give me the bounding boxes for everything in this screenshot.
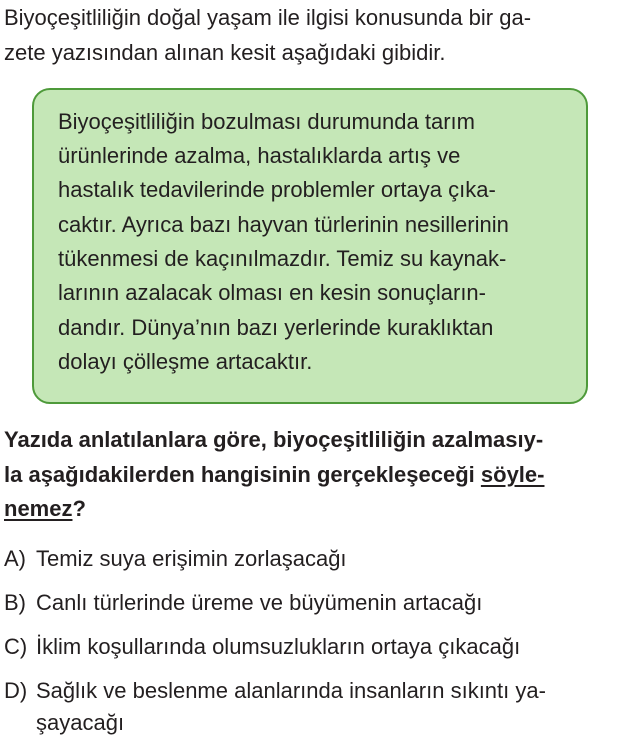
option-letter: C)	[4, 634, 28, 659]
underlined-word: söyle-	[480, 462, 545, 487]
question-line	[4, 495, 86, 523]
option-text: Canlı türlerinde üreme ve büyümenin artacağı	[36, 590, 483, 615]
option-letter: A)	[4, 546, 26, 571]
question-mark: ?	[72, 496, 86, 521]
passage-line: dandır. Dünya’nın bazı yerlerinde kuraklıktan	[58, 315, 494, 340]
passage-line: tükenmesi de kaçınılmazdır. Temiz su kaynak-	[58, 246, 507, 271]
option-b[interactable]	[4, 589, 482, 617]
passage-box	[32, 88, 588, 404]
option-text: Temiz suya erişimin zorlaşacağı	[36, 546, 347, 571]
intro-line: Biyoçeşitliliğin doğal yaşam ile ilgisi konusunda bir ga-	[4, 5, 532, 30]
passage-line: Biyoçeşitliliğin bozulması durumunda tarım	[58, 109, 475, 134]
option-letter: B)	[4, 590, 26, 615]
underlined-word: nemez	[4, 496, 73, 521]
option-text: Sağlık ve beslenme alanlarında insanların sıkıntı ya-	[36, 678, 546, 703]
passage-line: ürünlerinde azalma, hastalıklarda artış ve	[58, 143, 461, 168]
passage-line: caktır. Ayrıca bazı hayvan türlerinin nesillerinin	[58, 212, 509, 237]
question-text: la aşağıdakilerden hangisinin gerçekleşeceği	[4, 462, 481, 487]
option-c[interactable]	[4, 633, 520, 661]
option-letter: D)	[4, 678, 28, 703]
question-line	[4, 461, 544, 489]
passage-line: dolayı çölleşme artacaktır.	[58, 349, 313, 374]
option-d-continuation: şayacağı	[36, 710, 125, 735]
option-a[interactable]	[4, 545, 347, 573]
passage-line: larının azalacak olması en kesin sonuçların-	[58, 280, 486, 305]
passage-line: hastalık tedavilerinde problemler ortaya çıka-	[58, 177, 496, 202]
intro-line: zete yazısından alınan kesit aşağıdaki gibidir.	[4, 40, 446, 65]
question-line: Yazıda anlatılanlara göre, biyoçeşitliliğin azalmasıy-	[4, 427, 544, 452]
option-d[interactable]	[4, 677, 546, 705]
option-text: İklim koşullarında olumsuzlukların ortaya çıkacağı	[36, 634, 521, 659]
